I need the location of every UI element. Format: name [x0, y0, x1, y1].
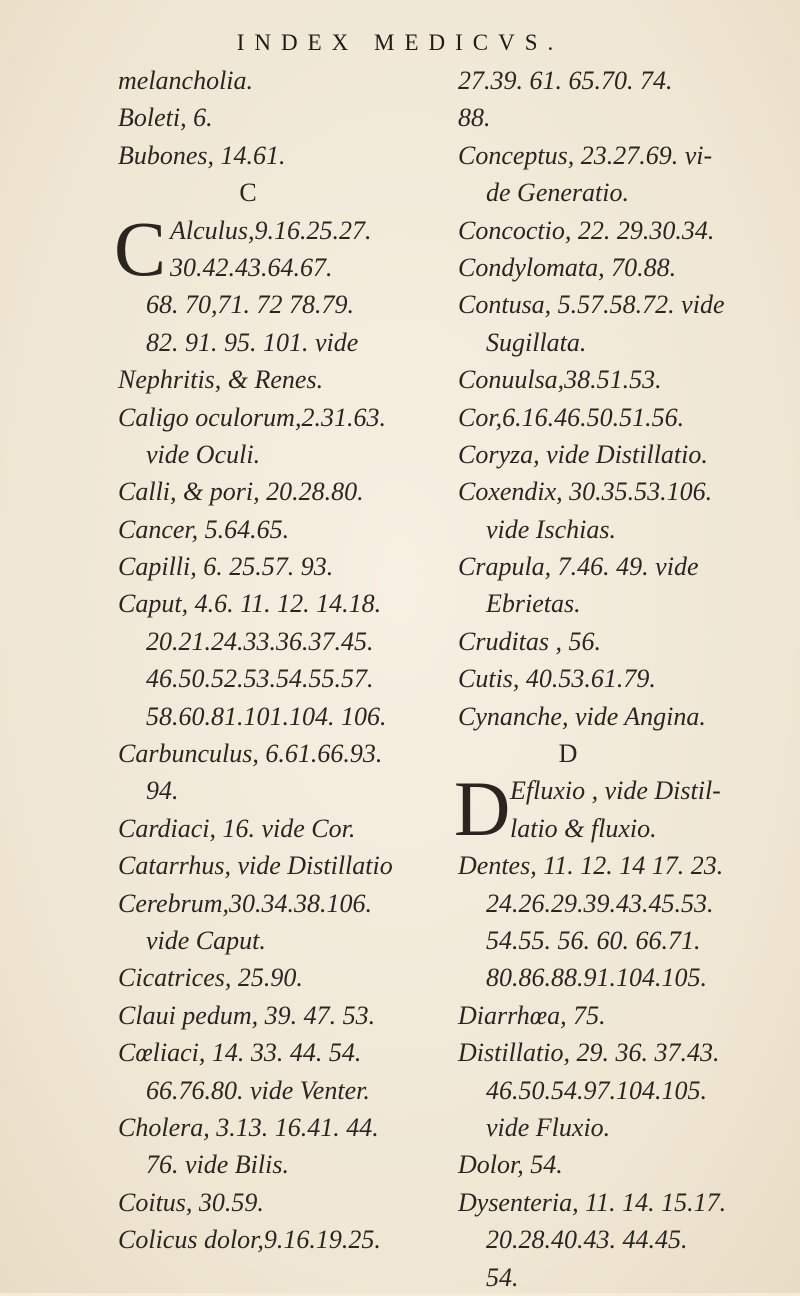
index-line: Nephritis, & Renes. — [118, 365, 324, 395]
index-line: melancholia. — [118, 66, 254, 95]
index-line: 54. — [486, 1262, 519, 1292]
section-letter-d: D — [558, 739, 578, 769]
running-header: INDEX MEDICVS. — [236, 30, 564, 55]
index-line: Dolor, 54. — [458, 1150, 563, 1180]
index-line: 54.55. 56. 60. 66.71. — [486, 925, 701, 955]
index-line: 94. — [146, 776, 179, 806]
index-line: Capilli, 6. 25.57. 93. — [118, 552, 334, 582]
index-line: 20.21.24.33.36.37.45. — [146, 626, 374, 656]
index-line: 88. — [458, 103, 491, 133]
index-line: Dysenteria, 11. 14. 15.17. — [458, 1187, 727, 1217]
index-line: Calli, & pori, 20.28.80. — [118, 477, 364, 507]
index-line: Concoctio, 22. 29.30.34. — [458, 215, 715, 245]
index-line: Dentes, 11. 12. 14 17. 23. — [458, 851, 724, 881]
index-line: Distillatio, 29. 36. 37.43. — [458, 1038, 720, 1068]
dropcap-d: D — [454, 765, 511, 853]
index-line: Cholera, 3.13. 16.41. 44. — [118, 1112, 379, 1142]
index-line: Caput, 4.6. 11. 12. 14.18. — [118, 589, 382, 619]
index-line: Contusa, 5.57.58.72. vide — [458, 290, 725, 320]
index-line: de Generatio. — [486, 178, 629, 208]
index-line: Catarrhus, vide Distillatio — [118, 851, 393, 881]
index-line: 76. vide Bilis. — [146, 1150, 289, 1180]
index-line: 66.76.80. vide Venter. — [146, 1075, 370, 1105]
index-line: Cancer, 5.64.65. — [118, 514, 290, 544]
index-line: Bubones, 14.61. — [118, 140, 286, 170]
index-line: Cardiaci, 16. vide Cor. — [118, 813, 356, 843]
index-line: 68. 70,71. 72 78.79. — [146, 290, 354, 320]
index-line: vide Fluxio. — [486, 1112, 611, 1142]
index-line: Caligo oculorum,2.31.63. — [118, 402, 386, 432]
index-line: vide Caput. — [146, 925, 266, 955]
index-line: 80.86.88.91.104.105. — [486, 963, 707, 993]
index-line: Coxendix, 30.35.53.106. — [458, 477, 713, 507]
section-letter-c: C — [239, 178, 257, 208]
index-line: 27.39. 61. 65.70. 74. — [458, 66, 673, 95]
index-line: latio & fluxio. — [510, 813, 657, 843]
left-column — [114, 62, 438, 1259]
index-line: Cicatrices, 25.90. — [118, 963, 303, 993]
index-line: 46.50.52.53.54.55.57. — [146, 664, 374, 694]
index-line: Condylomata, 70.88. — [458, 252, 677, 282]
index-line: Carbunculus, 6.61.66.93. — [118, 739, 383, 769]
index-line: Cœliaci, 14. 33. 44. 54. — [118, 1038, 362, 1068]
index-line: Cerebrum,30.34.38.106. — [118, 888, 372, 918]
index-line: vide Oculi. — [146, 439, 261, 469]
index-line: 20.28.40.43. 44.45. — [486, 1225, 688, 1255]
index-line: 24.26.29.39.43.45.53. — [486, 888, 714, 918]
index-line: vide Ischias. — [486, 514, 616, 544]
index-line: Cynanche, vide Angina. — [458, 701, 706, 731]
index-line: Diarrhœa, 75. — [458, 1000, 606, 1030]
index-line: Conceptus, 23.27.69. vi- — [458, 140, 713, 170]
index-line: Alculus,9.16.25.27. — [170, 215, 372, 245]
index-line: Coryza, vide Distillatio. — [458, 439, 708, 469]
index-line: Cor,6.16.46.50.51.56. — [458, 402, 685, 432]
index-line: Conuulsa,38.51.53. — [458, 365, 662, 395]
right-column — [454, 62, 778, 1296]
index-line: Sugillata. — [486, 327, 587, 357]
index-line: Colicus dolor,9.16.19.25. — [118, 1225, 381, 1255]
index-line: 58.60.81.101.104. 106. — [146, 701, 387, 731]
index-line: Claui pedum, 39. 47. 53. — [118, 1000, 376, 1030]
index-line: Boleti, 6. — [118, 103, 213, 133]
index-line: Crapula, 7.46. 49. vide — [458, 552, 699, 582]
dropcap-c: C — [114, 204, 167, 292]
index-line: Cruditas , 56. — [458, 626, 602, 656]
index-line: Coitus, 30.59. — [118, 1187, 264, 1217]
index-line: 82. 91. 95. 101. vide — [146, 327, 359, 357]
index-line: Ebrietas. — [486, 589, 581, 619]
index-line: 30.42.43.64.67. — [170, 252, 333, 282]
index-line: 46.50.54.97.104.105. — [486, 1075, 707, 1105]
index-line: Cutis, 40.53.61.79. — [458, 664, 656, 694]
index-line: Efluxio , vide Distil- — [510, 776, 721, 806]
